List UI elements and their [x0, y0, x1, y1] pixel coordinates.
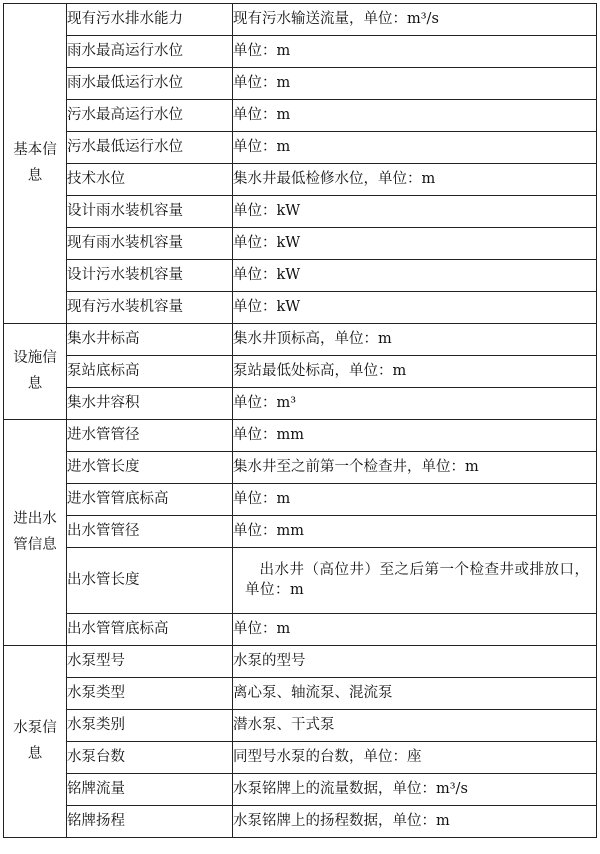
- field-description: 同型号水泵的台数，单位：座: [233, 742, 597, 774]
- table-row: [4, 164, 597, 196]
- field-name: 集水井标高: [67, 324, 233, 356]
- table-row: [4, 132, 597, 164]
- table-row: [4, 484, 597, 516]
- field-name: 技术水位: [67, 164, 233, 196]
- table-body: [4, 4, 597, 838]
- field-description: 单位：m: [233, 484, 597, 516]
- field-description: 单位：m: [233, 132, 597, 164]
- field-description: 集水井至之前第一个检查井，单位：m: [233, 452, 597, 484]
- table-row: [4, 710, 597, 742]
- table-row: [4, 774, 597, 806]
- field-description: 单位：kW: [233, 292, 597, 324]
- field-name: 污水最低运行水位: [67, 132, 233, 164]
- field-name: 进水管长度: [67, 452, 233, 484]
- field-description: 单位：m: [233, 614, 597, 646]
- field-description: 现有污水输送流量，单位：m³/s: [233, 4, 597, 36]
- table-row: [4, 678, 597, 710]
- field-description: 水泵铭牌上的流量数据，单位：m³/s: [233, 774, 597, 806]
- field-description: 离心泵、轴流泵、混流泵: [233, 678, 597, 710]
- field-description: 单位：mm: [233, 516, 597, 548]
- field-name: 进水管管底标高: [67, 484, 233, 516]
- table-row: [4, 324, 597, 356]
- field-description: 集水井最低检修水位，单位：m: [233, 164, 597, 196]
- category-cell: [4, 646, 67, 838]
- field-name: 铭牌流量: [67, 774, 233, 806]
- field-name: 污水最高运行水位: [67, 100, 233, 132]
- table-row: [4, 4, 597, 36]
- field-name: 雨水最低运行水位: [67, 68, 233, 100]
- field-name: 现有污水排水能力: [67, 4, 233, 36]
- field-description: 出水井（高位井）至之后第一个检查井或排放口，单位：m: [233, 548, 597, 614]
- field-description: 水泵铭牌上的扬程数据，单位：m: [233, 806, 597, 838]
- field-name: 水泵类型: [67, 678, 233, 710]
- table-row: [4, 100, 597, 132]
- field-description: 单位：m³: [233, 388, 597, 420]
- field-description: 单位：m: [233, 100, 597, 132]
- field-description: 潜水泵、干式泵: [233, 710, 597, 742]
- category-label: 水泵信息: [13, 720, 57, 762]
- table-row: [4, 68, 597, 100]
- field-description: 单位：m: [233, 36, 597, 68]
- field-description: 集水井顶标高，单位：m: [233, 324, 597, 356]
- field-name: 雨水最高运行水位: [67, 36, 233, 68]
- table-row: [4, 260, 597, 292]
- table-row: [4, 420, 597, 452]
- field-description: 单位：m: [233, 68, 597, 100]
- field-name: 铭牌扬程: [67, 806, 233, 838]
- table-row: [4, 646, 597, 678]
- field-name: 进水管管径: [67, 420, 233, 452]
- category-label: 基本信息: [13, 142, 57, 184]
- table-row: [4, 196, 597, 228]
- field-name: 设计污水装机容量: [67, 260, 233, 292]
- field-name: 水泵类别: [67, 710, 233, 742]
- table-row: [4, 516, 597, 548]
- category-cell: [4, 324, 67, 420]
- field-name: 水泵台数: [67, 742, 233, 774]
- table-row: [4, 742, 597, 774]
- field-name: 集水井容积: [67, 388, 233, 420]
- table-row: [4, 228, 597, 260]
- field-description: 单位：kW: [233, 196, 597, 228]
- table-row: [4, 36, 597, 68]
- field-description: 泵站最低处标高，单位：m: [233, 356, 597, 388]
- field-name: 泵站底标高: [67, 356, 233, 388]
- field-name: 水泵型号: [67, 646, 233, 678]
- table-row: [4, 388, 597, 420]
- field-name: 出水管长度: [67, 548, 233, 614]
- category-cell: [4, 420, 67, 646]
- field-description: 单位：kW: [233, 260, 597, 292]
- field-name: 现有雨水装机容量: [67, 228, 233, 260]
- field-description: 单位：kW: [233, 228, 597, 260]
- field-description: 水泵的型号: [233, 646, 597, 678]
- category-cell: [4, 4, 67, 324]
- category-label: 进出水管信息: [13, 511, 57, 553]
- table-row: [4, 548, 597, 614]
- field-name: 现有污水装机容量: [67, 292, 233, 324]
- table-row: [4, 452, 597, 484]
- category-label: 设施信息: [13, 350, 57, 392]
- field-name: 设计雨水装机容量: [67, 196, 233, 228]
- field-name: 出水管管径: [67, 516, 233, 548]
- table-row: [4, 806, 597, 838]
- field-name: 出水管管底标高: [67, 614, 233, 646]
- table-row: [4, 356, 597, 388]
- table-row: [4, 292, 597, 324]
- field-description: 单位：mm: [233, 420, 597, 452]
- table-row: [4, 614, 597, 646]
- pump-station-info-table: [3, 3, 597, 838]
